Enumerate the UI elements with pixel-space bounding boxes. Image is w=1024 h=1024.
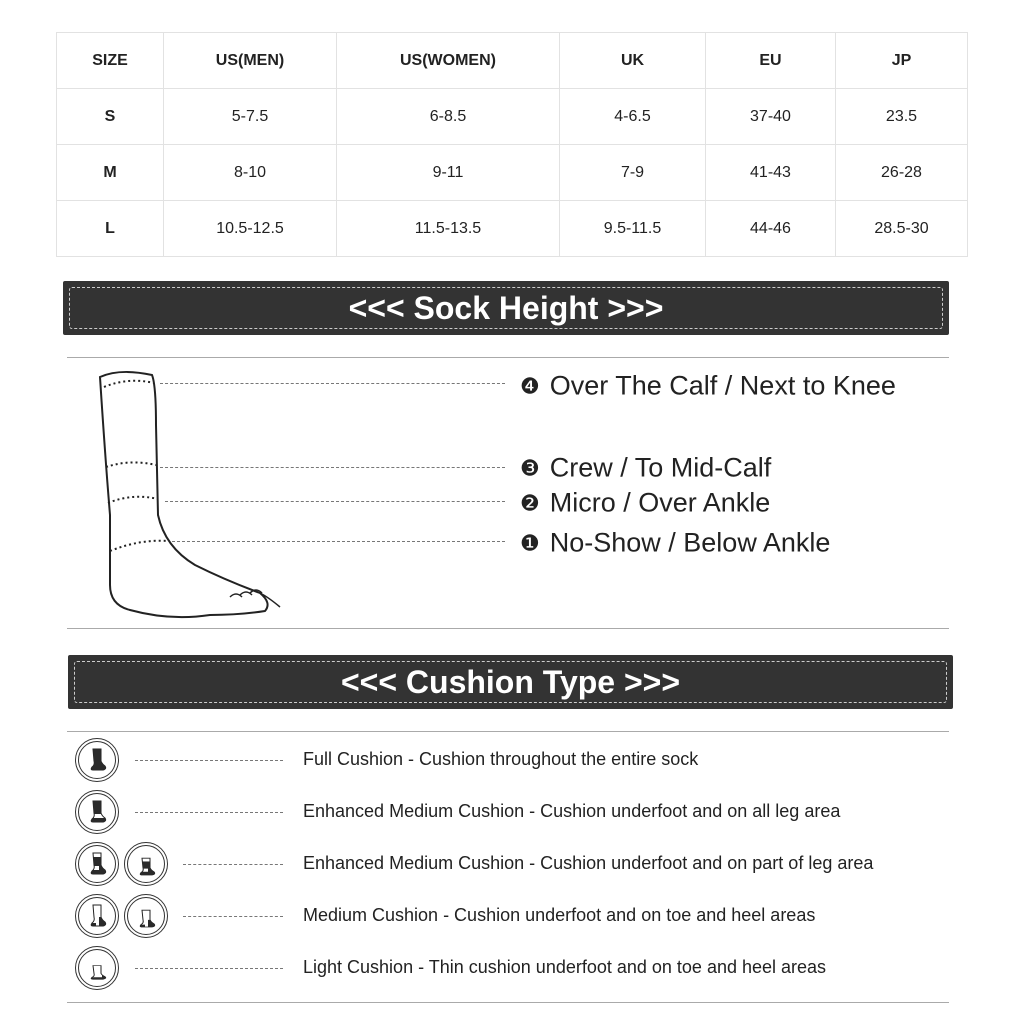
sock-height-title: <<< Sock Height >>> (348, 289, 664, 326)
height-label: Over The Calf / Next to Knee (549, 370, 896, 401)
cushion-label: Light Cushion - Thin cushion underfoot and on toe and heel areas (303, 957, 827, 977)
cushion-label: Enhanced Medium Cushion - Cushion underfoot and on part of leg area (303, 853, 874, 873)
leader-line (165, 501, 505, 502)
height-label: Micro / Over Ankle (549, 487, 771, 518)
height-over-the-calf (520, 371, 896, 402)
cell: 5-7.5 (164, 89, 337, 145)
number-2-icon: ❷ (520, 490, 540, 515)
leader-line (135, 760, 283, 761)
crew-sock-icon (75, 842, 119, 886)
no-show-sock-icon (75, 946, 119, 990)
header-us-men: US(MEN) (164, 33, 337, 89)
number-4-icon: ❹ (520, 373, 540, 398)
cushion-label: Medium Cushion - Cushion underfoot and on toe and heel areas (303, 905, 816, 925)
ankle-sock-icon (124, 842, 168, 886)
height-label: No-Show / Below Ankle (549, 527, 831, 558)
leader-line (183, 864, 283, 865)
height-label: Crew / To Mid-Calf (549, 452, 772, 483)
cushion-label: Full Cushion - Cushion throughout the entire sock (303, 749, 699, 769)
leader-line (183, 916, 283, 917)
cell: 7-9 (560, 145, 706, 201)
number-1-icon: ❶ (520, 530, 540, 555)
cell: 9.5-11.5 (560, 201, 706, 257)
cell: 41-43 (706, 145, 836, 201)
table-row (57, 145, 968, 201)
table-row (57, 201, 968, 257)
cell: 44-46 (706, 201, 836, 257)
leader-line (160, 383, 505, 384)
enhanced-cushion-sock-icon (75, 790, 119, 834)
header-uk: UK (560, 33, 706, 89)
divider (67, 1002, 949, 1003)
height-crew (520, 453, 771, 484)
table-row (57, 89, 968, 145)
cell: 26-28 (836, 145, 968, 201)
cell: 37-40 (706, 89, 836, 145)
cell: 4-6.5 (560, 89, 706, 145)
divider (67, 357, 949, 358)
header-us-women: US(WOMEN) (337, 33, 560, 89)
cell: 8-10 (164, 145, 337, 201)
cell-size: L (57, 201, 164, 257)
header-jp: JP (836, 33, 968, 89)
divider (67, 731, 949, 732)
cell: 11.5-13.5 (337, 201, 560, 257)
cushion-label: Enhanced Medium Cushion - Cushion underfoot and on all leg area (303, 801, 841, 821)
cell: 23.5 (836, 89, 968, 145)
crew-sock-icon (75, 894, 119, 938)
cushion-type-title: <<< Cushion Type >>> (340, 663, 681, 700)
cell: 9-11 (337, 145, 560, 201)
cell: 6-8.5 (337, 89, 560, 145)
table-header-row (57, 33, 968, 89)
leg-illustration (90, 365, 290, 625)
cell-size: S (57, 89, 164, 145)
cushion-type-banner (68, 655, 953, 709)
height-no-show (520, 528, 830, 559)
cell: 28.5-30 (836, 201, 968, 257)
leader-line (172, 541, 505, 542)
leader-line (135, 812, 283, 813)
divider (67, 628, 949, 629)
height-micro (520, 488, 770, 519)
number-3-icon: ❸ (520, 455, 540, 480)
size-chart-table (56, 32, 968, 257)
full-cushion-sock-icon (75, 738, 119, 782)
cell-size: M (57, 145, 164, 201)
leader-line (160, 467, 505, 468)
header-size: SIZE (57, 33, 164, 89)
header-eu: EU (706, 33, 836, 89)
cell: 10.5-12.5 (164, 201, 337, 257)
sock-height-banner (63, 281, 949, 335)
leader-line (135, 968, 283, 969)
ankle-sock-icon (124, 894, 168, 938)
